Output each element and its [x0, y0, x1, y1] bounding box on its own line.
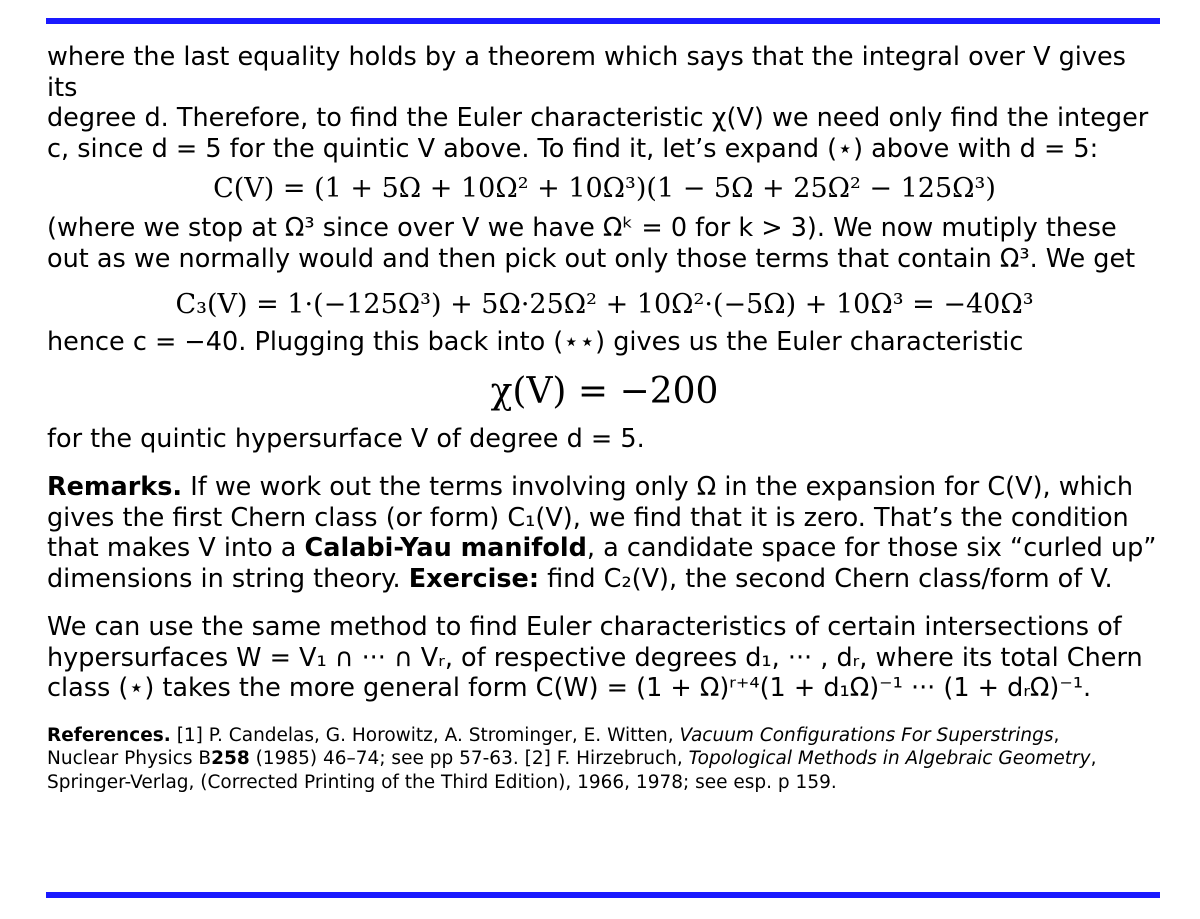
para6-line1: We can use the same method to find Euler characteristics of certain intersections of — [47, 612, 1122, 642]
remarks-line1: If we work out the terms involving only Ω in the expansion for C(V), which — [190, 472, 1134, 502]
references-section — [47, 724, 1162, 795]
paragraph-truncation — [47, 213, 1162, 274]
remarks-heading: Remarks. — [47, 472, 183, 502]
ref2-title: Topological Methods in Algebraic Geometry — [688, 748, 1091, 769]
para1-line2: degree d. Therefore, to find the Euler characteristic χ(V) we need only find the integer — [47, 103, 1149, 133]
para1-line3: c, since d = 5 for the quintic V above. To find it, let’s expand (⋆) above with d = 5: — [47, 133, 1099, 164]
remarks-line4-post: find C₂(V), the second Chern class/form of V. — [547, 563, 1113, 594]
equation-chern-product: C(V) = (1 + 5Ω + 10Ω² + 10Ω³)(1 − 5Ω + 25Ω² − 125Ω³) — [213, 173, 996, 204]
paragraph-intersections — [47, 612, 1162, 704]
paragraph-plugging: hence c = −40. Plugging this back into (⋆⋆) gives us the Euler characteristic — [47, 327, 1024, 357]
ref1-volume: 258 — [211, 748, 250, 769]
ref1-title: Vacuum Configurations For Superstrings — [679, 724, 1054, 746]
paragraph-remarks — [47, 472, 1162, 594]
para1-line1: where the last equality holds by a theorem which says that the integral over V gives its — [47, 42, 1126, 103]
remarks-line3-post: , a candidate space for those six “curled up” — [586, 533, 1157, 563]
equation-euler-characteristic: χ(V) = −200 — [490, 370, 719, 412]
content — [47, 42, 1162, 794]
references-heading: References. — [47, 724, 171, 746]
ref1-pages: (1985) 46–74; see pp 57-63. — [255, 748, 519, 769]
para6-line3: class (⋆) takes the more general form C(W) = (1 + Ω)ʳ⁺⁴(1 + d₁Ω)⁻¹ ··· (1 + dᵣΩ)⁻¹. — [47, 673, 1092, 703]
remarks-line4-pre: dimensions in string theory. — [47, 563, 401, 594]
para2-line1: (where we stop at Ω³ since over V we have Ωᵏ = 0 for k > 3). We now mutiply these — [47, 213, 1117, 243]
bottom-rule — [46, 892, 1160, 898]
references-text: References. [1] P. Candelas, G. Horowitz, A. Strominger, E. Witten, Vacuum Configurations For Superstrings, Nuclear Physics B258 (1985) 46–74; see pp 57-63. [2] F. Hirzebruch, Topological Methods in Algebraic Geometry, Springer-Verlag, (Corrected Printing of the Third Edition), 1966, 1978; see esp. p 159. — [47, 724, 1097, 793]
ref1-authors: [1] P. Candelas, G. Horowitz, A. Strominger, E. Witten, — [176, 724, 674, 746]
ref2-author: [2] F. Hirzebruch, — [524, 748, 683, 769]
calabi-yau-term: Calabi-Yau manifold — [304, 533, 587, 563]
ref1-journal: Nuclear Physics B — [47, 748, 212, 769]
para6-line2: hypersurfaces W = V₁ ∩ ··· ∩ Vᵣ, of respective degrees d₁, ··· , dᵣ, where its total Chern — [47, 642, 1143, 673]
equation-third-chern: C₃(V) = 1·(−125Ω³) + 5Ω·25Ω² + 10Ω²·(−5Ω) + 10Ω³ = −40Ω³ — [175, 289, 1034, 320]
exercise-label: Exercise: — [408, 563, 540, 594]
top-rule — [46, 18, 1160, 24]
ref2-publisher: Springer-Verlag, (Corrected Printing of the Third Edition), 1966, 1978; see esp. p 159. — [47, 771, 837, 793]
remarks-line2: gives the first Chern class (or form) C₁(V), we find that it is zero. That’s the condition — [47, 502, 1129, 533]
remarks-line3-pre: that makes V into a — [47, 533, 297, 563]
paragraph-quintic: for the quintic hypersurface V of degree d = 5. — [47, 423, 645, 454]
paragraph-intro — [47, 42, 1162, 164]
para2-line2: out as we normally would and then pick out only those terms that contain Ω³. We get — [47, 243, 1136, 274]
